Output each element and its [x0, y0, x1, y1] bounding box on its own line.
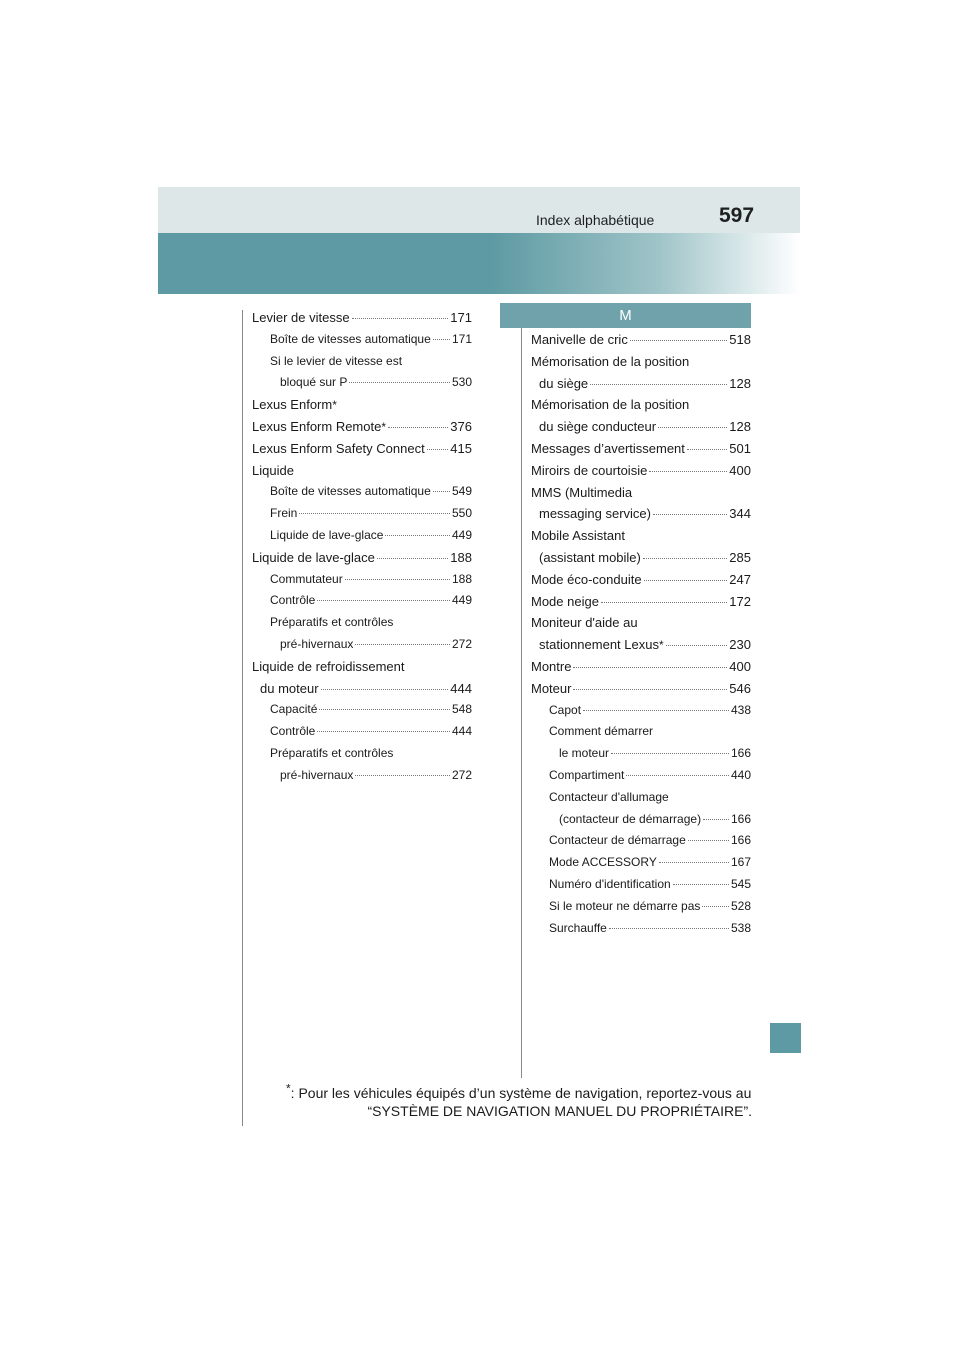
index-entry-label: Levier de vitesse — [252, 310, 350, 325]
dot-leader — [702, 906, 729, 907]
dot-leader — [687, 449, 727, 450]
index-entry-label: messaging service) — [539, 506, 651, 522]
index-entry-label: Contacteur d'allumage — [549, 789, 669, 804]
index-entry-page: 538 — [730, 920, 751, 935]
header-strip — [158, 187, 800, 233]
header-band — [158, 233, 800, 294]
index-entry-label: Compartiment — [549, 767, 625, 782]
dot-leader — [703, 819, 729, 820]
index-entry-label: Contacteur de démarrage — [549, 833, 686, 848]
index-entry-label: Capot — [549, 702, 582, 717]
dot-leader — [601, 602, 727, 603]
index-entry-label: le moteur — [559, 746, 610, 761]
index-entry — [531, 765, 751, 787]
index-entry-page: 400 — [729, 658, 751, 674]
index-entry — [531, 460, 751, 482]
dot-leader — [352, 318, 449, 319]
index-entry — [531, 525, 751, 547]
index-entry — [531, 373, 751, 395]
index-entry-label: pré-hivernaux — [280, 767, 354, 782]
index-entry-page: 440 — [730, 767, 751, 782]
index-entry-page: 272 — [451, 636, 472, 651]
index-entry-label: Liquide de lave-glace — [252, 549, 375, 565]
index-entry-label: du moteur — [260, 680, 319, 696]
footnote-line-1: : Pour les véhicules équipés d’un système de navigation, reportez-vous au — [290, 1084, 752, 1101]
index-entry — [252, 416, 472, 438]
index-entry-label: Boîte de vitesses automatique — [270, 331, 431, 346]
index-entry-label: Contrôle — [270, 593, 316, 608]
page-number: 597 — [719, 204, 755, 227]
index-entry — [252, 481, 472, 503]
index-entry-page: 285 — [729, 549, 751, 565]
dot-leader — [321, 689, 449, 690]
index-entry — [252, 634, 472, 656]
section-letter-heading: M — [500, 303, 751, 328]
index-entry-page: 376 — [450, 418, 472, 434]
dot-leader — [319, 709, 450, 710]
index-entry — [531, 830, 751, 852]
index-entry — [531, 438, 751, 460]
index-entry-page: 166 — [730, 833, 751, 848]
index-entry-label: Contrôle — [270, 724, 316, 739]
dot-leader — [427, 449, 449, 450]
index-entry-page: 400 — [729, 462, 751, 478]
dot-leader — [673, 884, 729, 885]
index-entry — [531, 809, 751, 831]
index-entry-page: 167 — [730, 855, 751, 870]
footnote-marker: * — [381, 419, 387, 434]
index-entry — [252, 721, 472, 743]
index-entry-page: 518 — [729, 332, 751, 347]
index-entry-label: Moniteur d'aide au — [531, 615, 638, 631]
index-entry-label: Si le levier de vitesse est — [270, 353, 403, 368]
index-entry-page: 171 — [451, 331, 472, 346]
dot-leader — [583, 710, 729, 711]
index-entry-label: pré-hivernaux — [280, 636, 354, 651]
dot-leader — [659, 862, 729, 863]
index-entry-label: Liquide de refroidissement — [252, 658, 405, 674]
dot-leader — [573, 667, 727, 668]
index-entry-label: MMS (Multimedia — [531, 484, 633, 500]
index-entry — [252, 503, 472, 525]
index-entry — [252, 307, 472, 329]
dot-leader — [590, 384, 727, 385]
index-entry — [252, 460, 472, 482]
index-entry-page: 549 — [451, 484, 472, 499]
index-entry-label: stationnement Lexus — [539, 637, 659, 653]
index-entry-page: 545 — [730, 876, 751, 891]
left-margin-rule — [242, 310, 243, 1126]
index-entry — [531, 700, 751, 722]
index-entry — [252, 547, 472, 569]
index-entry-page: 166 — [730, 746, 751, 761]
index-entry-label: bloqué sur P — [280, 375, 348, 390]
index-entry-page: 188 — [451, 571, 472, 586]
index-entry — [531, 918, 751, 940]
index-entry-page: 166 — [730, 811, 751, 826]
index-entry-label: Mode ACCESSORY — [549, 855, 657, 870]
dot-leader — [377, 558, 448, 559]
index-entry-label: (contacteur de démarrage) — [559, 811, 702, 826]
left-index-column — [252, 307, 472, 787]
right-index-column — [531, 329, 751, 939]
index-entry — [252, 525, 472, 547]
index-entry-page: 449 — [451, 527, 472, 542]
column-divider — [521, 310, 522, 1078]
index-entry — [531, 874, 751, 896]
index-entry-page: 444 — [450, 680, 472, 696]
index-entry — [531, 503, 751, 525]
index-entry-page: 546 — [729, 680, 751, 696]
chapter-tab — [770, 1023, 801, 1053]
index-entry-label: Manivelle de cric — [531, 332, 628, 347]
index-entry-page: 415 — [450, 440, 472, 456]
index-entry-page: 172 — [729, 593, 751, 609]
index-entry-label: du siège conducteur — [539, 419, 657, 435]
index-entry — [531, 351, 751, 373]
dot-leader — [649, 471, 727, 472]
page-title: Index alphabétique — [536, 212, 655, 228]
index-entry-label: Mémorisation de la position — [531, 353, 690, 369]
dot-leader — [433, 491, 450, 492]
index-entry-page: 272 — [451, 767, 472, 782]
index-entry-page: 171 — [450, 310, 472, 325]
index-entry — [252, 351, 472, 373]
dot-leader — [658, 427, 727, 428]
index-entry — [252, 394, 472, 416]
index-entry — [531, 656, 751, 678]
dot-leader — [317, 600, 450, 601]
index-entry — [531, 569, 751, 591]
index-entry-label: Liquide — [252, 462, 294, 478]
footnote — [286, 1079, 752, 1120]
index-entry-label: Boîte de vitesses automatique — [270, 484, 431, 499]
index-entry — [531, 896, 751, 918]
index-entry-label: Mode éco-conduite — [531, 571, 642, 587]
dot-leader — [626, 775, 729, 776]
dot-leader — [355, 775, 450, 776]
index-entry — [252, 765, 472, 787]
index-entry-label: Lexus Enform Safety Connect — [252, 440, 425, 456]
dot-leader — [573, 689, 727, 690]
index-entry-label: Montre — [531, 658, 572, 674]
footnote-line-2: “SYSTÈME DE NAVIGATION MANUEL DU PROPRIÉTAIRE”. — [367, 1102, 752, 1119]
footnote-marker: * — [332, 398, 337, 413]
index-entry-page: 444 — [451, 724, 472, 739]
dot-leader — [644, 580, 728, 581]
index-entry-label: Miroirs de courtoisie — [531, 462, 648, 478]
dot-leader — [611, 753, 729, 754]
index-entry-label: Liquide de lave-glace — [270, 527, 384, 542]
dot-leader — [345, 579, 450, 580]
index-entry — [531, 394, 751, 416]
footnote-star: * — [286, 1081, 291, 1095]
index-entry — [531, 678, 751, 700]
index-entry-page: 128 — [729, 375, 751, 391]
index-entry — [252, 743, 472, 765]
index-entry-page: 530 — [451, 375, 472, 390]
index-entry-label: Si le moteur ne démarre pas — [549, 898, 701, 913]
index-entry-label: Mobile Assistant — [531, 528, 625, 544]
dot-leader — [317, 731, 450, 732]
index-entry-page: 344 — [729, 506, 751, 522]
index-entry-page: 528 — [730, 898, 751, 913]
index-entry — [531, 634, 751, 656]
index-entry-label: Comment démarrer — [549, 724, 654, 739]
index-entry — [531, 547, 751, 569]
index-entry — [252, 612, 472, 634]
index-entry — [531, 482, 751, 504]
dot-leader — [355, 644, 450, 645]
dot-leader — [433, 339, 450, 340]
footnote-marker: * — [658, 638, 664, 653]
index-entry-label: Surchauffe — [549, 920, 607, 935]
index-entry — [252, 678, 472, 700]
index-entry — [252, 590, 472, 612]
index-entry — [531, 721, 751, 743]
index-entry-label: Frein — [270, 506, 298, 521]
dot-leader — [388, 427, 448, 428]
index-entry-page: 188 — [450, 549, 472, 565]
dot-leader — [688, 840, 729, 841]
index-entry — [531, 329, 751, 351]
index-entry-label: Commutateur — [270, 571, 343, 586]
index-entry-page: 501 — [729, 440, 751, 456]
index-entry-label: (assistant mobile) — [539, 549, 641, 565]
index-entry — [531, 591, 751, 613]
index-entry-label: Mode neige — [531, 593, 599, 609]
index-entry — [252, 656, 472, 678]
index-entry-page: 449 — [451, 593, 472, 608]
index-entry — [252, 372, 472, 394]
index-entry — [531, 743, 751, 765]
index-entry-label: Capacité — [270, 702, 318, 717]
dot-leader — [299, 513, 450, 514]
index-entry-page: 247 — [729, 571, 751, 587]
index-entry — [252, 699, 472, 721]
dot-leader — [653, 514, 727, 515]
dot-leader — [643, 558, 727, 559]
index-entry — [531, 852, 751, 874]
index-entry-label: Lexus Enform — [252, 397, 333, 413]
index-entry — [531, 787, 751, 809]
index-entry — [252, 438, 472, 460]
index-entry-label: Préparatifs et contrôles — [270, 745, 394, 760]
dot-leader — [630, 340, 727, 341]
dot-leader — [349, 382, 450, 383]
index-entry-label: Numéro d'identification — [549, 876, 671, 891]
index-entry-label: Lexus Enform Remote — [252, 418, 382, 434]
index-entry-label: Messages d’avertissement — [531, 440, 685, 456]
index-entry-label: Mémorisation de la position — [531, 397, 690, 413]
dot-leader — [385, 535, 450, 536]
index-entry-page: 548 — [451, 702, 472, 717]
index-entry-page: 550 — [451, 506, 472, 521]
index-entry-label: du siège — [539, 375, 589, 391]
index-entry-page: 230 — [729, 637, 751, 653]
index-entry — [252, 329, 472, 351]
dot-leader — [609, 928, 729, 929]
index-entry-page: 128 — [729, 419, 751, 435]
index-entry-label: Moteur — [531, 680, 572, 696]
index-entry-label: Préparatifs et contrôles — [270, 615, 394, 630]
index-entry — [531, 416, 751, 438]
index-entry — [252, 569, 472, 591]
dot-leader — [666, 645, 728, 646]
index-entry — [531, 612, 751, 634]
index-entry-page: 438 — [730, 702, 751, 717]
